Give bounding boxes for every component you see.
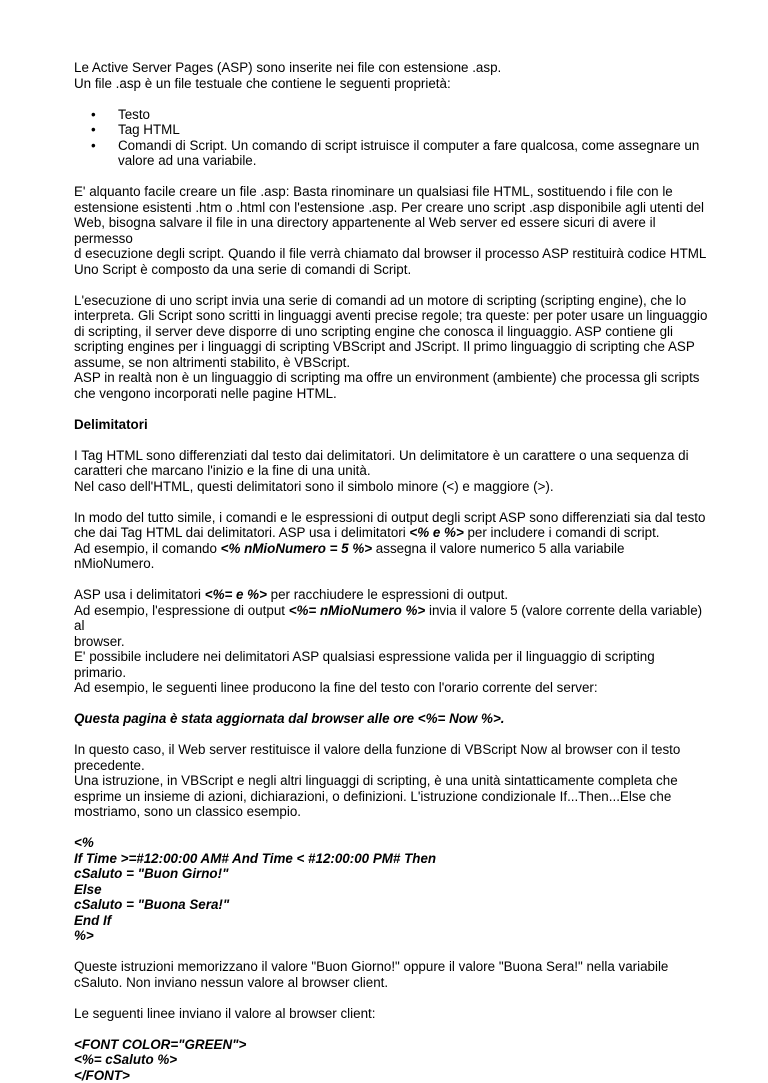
code-line: cSaluto = "Buon Girno!": [74, 866, 708, 882]
intro-paragraph: [74, 60, 708, 91]
code-line: cSaluto = "Buona Sera!": [74, 897, 708, 913]
asp-delimiters-paragraph: [74, 510, 708, 572]
output-expressions-paragraph: [74, 587, 708, 696]
code-line: <%: [74, 835, 708, 851]
text-line: I Tag HTML sono differenziati dal testo dai delimitatori. Un delimitatore è un carattere o una sequenza di: [74, 448, 708, 464]
text-line: interpreta. Gli Script sono scritti in linguaggi aventi precise regole; tra queste: per poter usare un linguaggio: [74, 308, 708, 324]
text-line: Ad esempio, l'espressione di output <%= nMioNumero %> invia il valore 5 (valore corrente della variable) al: [74, 603, 708, 634]
text-line: Ad esempio, le seguenti linee producono la fine del testo con l'orario corrente del server:: [74, 680, 708, 696]
delimiters-paragraph: [74, 448, 708, 495]
code-line: </FONT>: [74, 1068, 708, 1083]
text-line: di scripting, il server deve disporre di uno scripting engine che conosca il linguaggio. ASP contiene gli: [74, 324, 708, 340]
text-line: browser.: [74, 634, 708, 650]
text-line: Nel caso dell'HTML, questi delimitatori sono il simbolo minore (<) e maggiore (>).: [74, 479, 708, 495]
text-line: E' possibile includere nei delimitatori ASP qualsiasi espressione valida per il linguaggio di scripting primario.: [74, 649, 708, 680]
text-line: Una istruzione, in VBScript e negli altri linguaggi di scripting, è una unità sintatticamente completa che: [74, 773, 708, 789]
case-paragraph: [74, 742, 708, 820]
example-now-line: Questa pagina è stata aggiornata dal browser alle ore <%= Now %>.: [74, 711, 708, 727]
code-snippet: <% e %>: [409, 525, 463, 540]
code-line: <%= cSaluto %>: [74, 1052, 708, 1068]
text-line: che dai Tag HTML dai delimitatori. ASP usa i delimitatori <% e %> per includere i comandi di script.: [74, 525, 708, 541]
code-block-if: [74, 835, 708, 944]
code-line: End If: [74, 913, 708, 929]
text-line: In questo caso, il Web server restituisce il valore della funzione di VBScript Now al browser con il testo: [74, 742, 708, 758]
code-line: <FONT COLOR="GREEN">: [74, 1037, 708, 1053]
script-execution-paragraph: [74, 293, 708, 402]
list-item: • Comandi di Script. Un comando di script istruisce il computer a fare qualcosa, come assegnare un valore ad una variabile.: [118, 138, 706, 169]
code-snippet: <%= e %>: [205, 587, 267, 602]
code-line: If Time >=#12:00:00 AM# And Time < #12:00:00 PM# Then: [74, 851, 708, 867]
code-line: Else: [74, 882, 708, 898]
code-snippet: <% nMioNumero = 5 %>: [221, 541, 372, 556]
text-line: che vengono incorporati nelle pagine HTML.: [74, 386, 708, 402]
text-line: cSaluto. Non inviano nessun valore al browser client.: [74, 975, 708, 991]
text-line: estensione esistenti .htm o .html con l'estensione .asp. Per creare uno script .asp disponibile agli utenti del: [74, 200, 708, 216]
text-line: assume, se non altrimenti stabilito, è VBScript.: [74, 355, 708, 371]
memo-paragraph: [74, 959, 708, 990]
text-line: Ad esempio, il comando <% nMioNumero = 5 %> assegna il valore numerico 5 alla variabile nMioNumero.: [74, 541, 708, 572]
text-line: caratteri che marcano l'inizio e la fine di una unità.: [74, 463, 708, 479]
code-line: %>: [74, 928, 708, 944]
text-line: E' alquanto facile creare un file .asp: Basta rinominare un qualsiasi file HTML, sostituendo i file con le: [74, 184, 708, 200]
send-paragraph: Le seguenti linee inviano il valore al browser client:: [74, 1006, 708, 1022]
text-line: In modo del tutto simile, i comandi e le espressioni di output degli script ASP sono differenziati sia dal testo: [74, 510, 708, 526]
text-line: Web, bisogna salvare il file in una directory appartenente al Web server ed essere sicuri di avere il permesso: [74, 215, 708, 246]
code-block-font: [74, 1037, 708, 1083]
text-line: Un file .asp è un file testuale che contiene le seguenti proprietà:: [74, 76, 708, 92]
list-item: • Testo: [118, 107, 708, 123]
text-line: Le Active Server Pages (ASP) sono inserite nei file con estensione .asp.: [74, 60, 708, 76]
text-line: esprime un insieme di azioni, dichiarazioni, o definizioni. L'istruzione condizionale If...Then...Else che: [74, 789, 708, 805]
text-line: ASP usa i delimitatori <%= e %> per racchiudere le espressioni di output.: [74, 587, 708, 603]
create-asp-paragraph: [74, 184, 708, 277]
text-line: scripting engines per i linguaggi di scripting VBScript and JScript. Il primo linguaggio di scripting che ASP: [74, 339, 708, 355]
text-line: precedente.: [74, 758, 708, 774]
list-item: • Tag HTML: [118, 122, 708, 138]
text-line: mostriamo, sono un classico esempio.: [74, 804, 708, 820]
code-snippet: <%= nMioNumero %>: [289, 603, 426, 618]
text-line: Queste istruzioni memorizzano il valore "Buon Giorno!" oppure il valore "Buona Sera!" nella variabile: [74, 959, 708, 975]
text-line: L'esecuzione di uno script invia una serie di comandi ad un motore di scripting (scripting engine), che lo: [74, 293, 708, 309]
section-heading: Delimitatori: [74, 417, 708, 433]
text-line: Uno Script è composto da una serie di comandi di Script.: [74, 262, 708, 278]
text-line: ASP in realtà non è un linguaggio di scripting ma offre un environment (ambiente) che processa gli scripts: [74, 370, 708, 386]
properties-list: [74, 107, 708, 169]
text-line: d esecuzione degli script. Quando il file verrà chiamato dal browser il processo ASP restituirà codice HTML: [74, 246, 708, 262]
